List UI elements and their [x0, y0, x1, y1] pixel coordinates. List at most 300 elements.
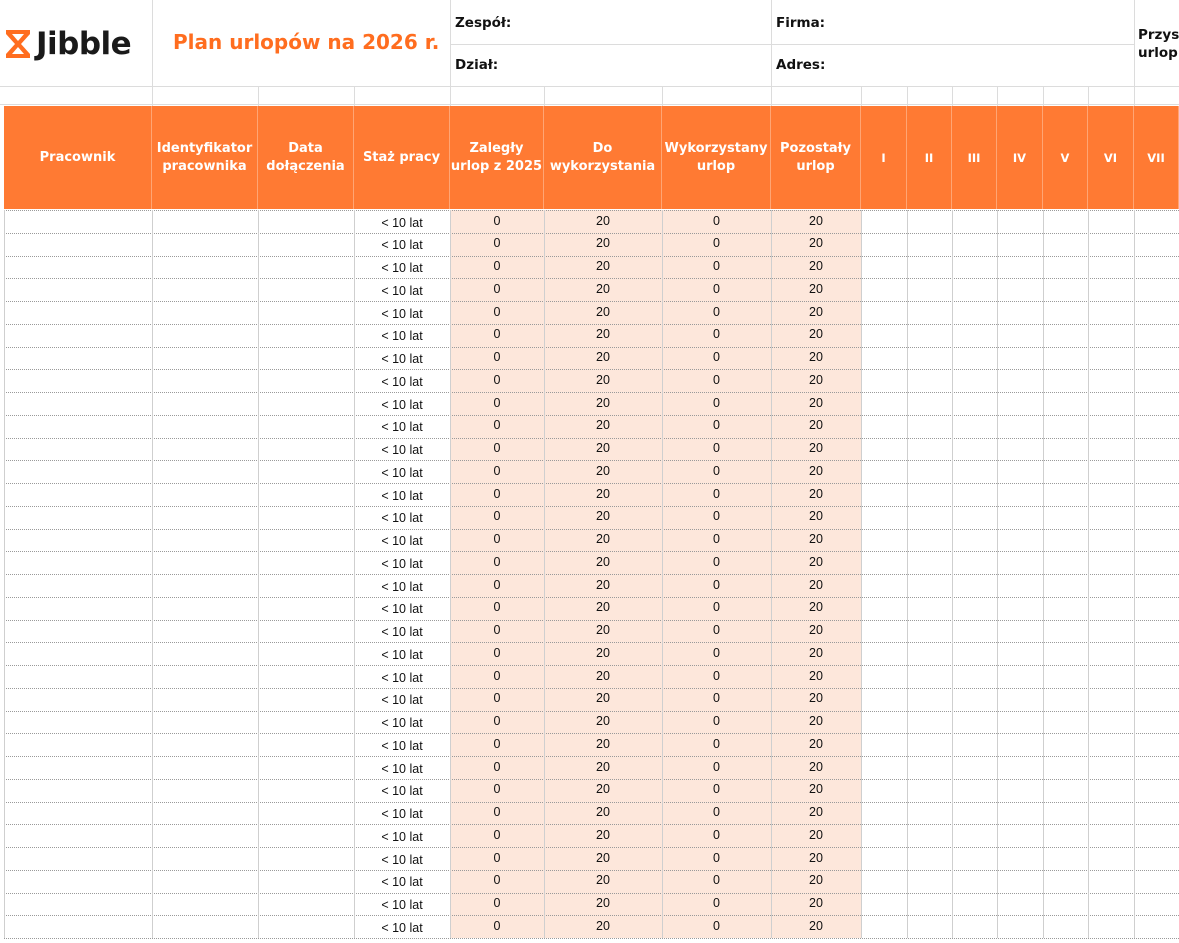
cell-remaining[interactable]: 20	[809, 372, 823, 387]
cell-used[interactable]: 0	[713, 759, 720, 774]
cell-m3[interactable]	[952, 847, 997, 870]
cell-m3[interactable]	[952, 915, 997, 938]
cell-m6[interactable]	[1088, 233, 1134, 256]
cell-available[interactable]: 20	[596, 259, 610, 273]
cell-employee[interactable]	[4, 392, 152, 415]
column-header-m6[interactable]	[1088, 106, 1134, 209]
cell-seniority[interactable]: < 10 lat	[381, 875, 423, 890]
cell-carryover[interactable]: 0	[493, 623, 501, 637]
cell-m7[interactable]	[1134, 301, 1179, 324]
cell-seniority[interactable]: < 10 lat	[381, 693, 423, 708]
cell-m1[interactable]	[861, 870, 907, 893]
cell-m2[interactable]	[907, 460, 952, 483]
cell-available[interactable]: 20	[596, 554, 610, 569]
cell-employee[interactable]	[4, 256, 152, 279]
cell-available[interactable]: 20	[596, 623, 610, 637]
cell-m6[interactable]	[1088, 847, 1134, 870]
cell-carryover[interactable]: 0	[493, 304, 501, 319]
cell-available[interactable]: 20	[596, 850, 610, 865]
cell-available[interactable]: 20	[596, 600, 610, 615]
cell-seniority[interactable]: < 10 lat	[381, 374, 423, 389]
cell-employee[interactable]	[4, 324, 152, 347]
cell-join_date[interactable]	[258, 483, 354, 506]
cell-m5[interactable]	[1043, 665, 1088, 688]
cell-employee[interactable]	[4, 460, 152, 483]
cell-join_date[interactable]	[258, 460, 354, 483]
cell-employee[interactable]	[4, 688, 152, 711]
cell-m6[interactable]	[1088, 756, 1134, 779]
cell-m1[interactable]	[861, 574, 907, 597]
cell-m2[interactable]	[907, 665, 952, 688]
cell-m6[interactable]	[1088, 415, 1134, 438]
cell-m2[interactable]	[907, 733, 952, 756]
cell-m7[interactable]	[1134, 551, 1179, 574]
cell-m7[interactable]	[1134, 802, 1179, 825]
cell-m5[interactable]	[1043, 915, 1088, 938]
cell-seniority[interactable]: < 10 lat	[381, 647, 423, 662]
cell-carryover[interactable]: 0	[493, 259, 501, 273]
cell-join_date[interactable]	[258, 438, 354, 461]
cell-remaining[interactable]: 20	[809, 827, 823, 842]
cell-m1[interactable]	[861, 597, 907, 620]
cell-m7[interactable]	[1134, 642, 1179, 665]
cell-m3[interactable]	[952, 756, 997, 779]
cell-m5[interactable]	[1043, 210, 1088, 233]
cell-m5[interactable]	[1043, 278, 1088, 301]
cell-m2[interactable]	[907, 642, 952, 665]
cell-employee[interactable]	[4, 711, 152, 734]
cell-m1[interactable]	[861, 847, 907, 870]
cell-employee_id[interactable]	[152, 642, 258, 665]
cell-m3[interactable]	[952, 415, 997, 438]
cell-join_date[interactable]	[258, 597, 354, 620]
cell-m1[interactable]	[861, 278, 907, 301]
cell-employee[interactable]	[4, 438, 152, 461]
cell-join_date[interactable]	[258, 210, 354, 233]
cell-remaining[interactable]: 20	[809, 759, 823, 774]
cell-m7[interactable]	[1134, 438, 1179, 461]
cell-m5[interactable]	[1043, 233, 1088, 256]
cell-available[interactable]: 20	[596, 486, 610, 501]
cell-m3[interactable]	[952, 347, 997, 370]
cell-employee_id[interactable]	[152, 574, 258, 597]
cell-remaining[interactable]: 20	[809, 463, 823, 478]
cell-m7[interactable]	[1134, 529, 1179, 552]
cell-carryover[interactable]: 0	[493, 850, 501, 865]
cell-carryover[interactable]: 0	[493, 873, 501, 888]
cell-employee[interactable]	[4, 301, 152, 324]
cell-m4[interactable]	[997, 642, 1043, 665]
cell-employee[interactable]	[4, 665, 152, 688]
cell-m6[interactable]	[1088, 870, 1134, 893]
cell-join_date[interactable]	[258, 392, 354, 415]
cell-m3[interactable]	[952, 369, 997, 392]
column-header-remaining[interactable]	[771, 106, 861, 209]
cell-m5[interactable]	[1043, 301, 1088, 324]
cell-m5[interactable]	[1043, 506, 1088, 529]
cell-m4[interactable]	[997, 824, 1043, 847]
cell-m1[interactable]	[861, 438, 907, 461]
cell-m2[interactable]	[907, 756, 952, 779]
cell-available[interactable]: 20	[596, 281, 610, 296]
cell-seniority[interactable]: < 10 lat	[381, 397, 423, 412]
cell-employee_id[interactable]	[152, 256, 258, 279]
column-header-seniority[interactable]	[354, 106, 450, 209]
cell-employee_id[interactable]	[152, 847, 258, 870]
cell-carryover[interactable]: 0	[493, 918, 501, 933]
cell-m1[interactable]	[861, 893, 907, 916]
cell-employee_id[interactable]	[152, 392, 258, 415]
cell-join_date[interactable]	[258, 347, 354, 370]
cell-m1[interactable]	[861, 551, 907, 574]
cell-seniority[interactable]: < 10 lat	[381, 807, 423, 821]
cell-m3[interactable]	[952, 210, 997, 233]
cell-used[interactable]: 0	[713, 213, 720, 228]
cell-m4[interactable]	[997, 415, 1043, 438]
cell-m3[interactable]	[952, 256, 997, 279]
cell-m4[interactable]	[997, 551, 1043, 574]
cell-m5[interactable]	[1043, 369, 1088, 392]
cell-join_date[interactable]	[258, 915, 354, 938]
cell-m6[interactable]	[1088, 711, 1134, 734]
cell-seniority[interactable]: < 10 lat	[381, 829, 423, 844]
cell-m5[interactable]	[1043, 529, 1088, 552]
cell-seniority[interactable]: < 10 lat	[381, 238, 423, 253]
cell-m7[interactable]	[1134, 893, 1179, 916]
cell-m6[interactable]	[1088, 688, 1134, 711]
cell-carryover[interactable]: 0	[493, 532, 501, 546]
cell-m5[interactable]	[1043, 256, 1088, 279]
cell-used[interactable]: 0	[713, 327, 720, 342]
cell-employee[interactable]	[4, 824, 152, 847]
cell-m3[interactable]	[952, 574, 997, 597]
cell-carryover[interactable]: 0	[493, 782, 501, 797]
cell-m2[interactable]	[907, 278, 952, 301]
cell-m2[interactable]	[907, 233, 952, 256]
cell-employee_id[interactable]	[152, 506, 258, 529]
cell-seniority[interactable]: < 10 lat	[381, 784, 423, 799]
cell-employee[interactable]	[4, 278, 152, 301]
cell-m3[interactable]	[952, 893, 997, 916]
cell-m4[interactable]	[997, 392, 1043, 415]
cell-employee_id[interactable]	[152, 620, 258, 643]
cell-available[interactable]: 20	[596, 418, 610, 433]
cell-available[interactable]: 20	[596, 759, 610, 774]
column-header-carryover[interactable]	[450, 106, 544, 209]
cell-carryover[interactable]: 0	[493, 805, 501, 819]
cell-m3[interactable]	[952, 733, 997, 756]
cell-used[interactable]: 0	[713, 577, 720, 592]
cell-m2[interactable]	[907, 824, 952, 847]
cell-carryover[interactable]: 0	[493, 486, 501, 501]
cell-m2[interactable]	[907, 483, 952, 506]
cell-used[interactable]: 0	[713, 600, 720, 615]
cell-m5[interactable]	[1043, 870, 1088, 893]
cell-available[interactable]: 20	[596, 645, 610, 660]
cell-m1[interactable]	[861, 756, 907, 779]
cell-carryover[interactable]: 0	[493, 759, 501, 774]
cell-remaining[interactable]: 20	[809, 805, 823, 819]
cell-remaining[interactable]: 20	[809, 441, 823, 455]
column-header-m4[interactable]	[997, 106, 1043, 209]
cell-m5[interactable]	[1043, 824, 1088, 847]
cell-m7[interactable]	[1134, 392, 1179, 415]
cell-employee[interactable]	[4, 506, 152, 529]
cell-m5[interactable]	[1043, 642, 1088, 665]
cell-employee[interactable]	[4, 551, 152, 574]
cell-m3[interactable]	[952, 688, 997, 711]
cell-employee_id[interactable]	[152, 551, 258, 574]
cell-employee_id[interactable]	[152, 756, 258, 779]
cell-employee[interactable]	[4, 870, 152, 893]
cell-available[interactable]: 20	[596, 441, 610, 455]
cell-remaining[interactable]: 20	[809, 281, 823, 296]
column-header-available[interactable]	[544, 106, 662, 209]
cell-used[interactable]: 0	[713, 463, 720, 478]
cell-m7[interactable]	[1134, 665, 1179, 688]
cell-join_date[interactable]	[258, 233, 354, 256]
cell-employee[interactable]	[4, 369, 152, 392]
cell-m6[interactable]	[1088, 665, 1134, 688]
cell-used[interactable]: 0	[713, 873, 720, 888]
cell-m4[interactable]	[997, 915, 1043, 938]
cell-seniority[interactable]: < 10 lat	[381, 465, 423, 480]
cell-m5[interactable]	[1043, 574, 1088, 597]
cell-m2[interactable]	[907, 688, 952, 711]
cell-m2[interactable]	[907, 438, 952, 461]
cell-m5[interactable]	[1043, 893, 1088, 916]
cell-m5[interactable]	[1043, 324, 1088, 347]
cell-remaining[interactable]: 20	[809, 623, 823, 637]
cell-employee_id[interactable]	[152, 529, 258, 552]
cell-m7[interactable]	[1134, 483, 1179, 506]
cell-employee[interactable]	[4, 597, 152, 620]
cell-seniority[interactable]: < 10 lat	[381, 283, 423, 298]
cell-used[interactable]: 0	[713, 714, 720, 728]
cell-m1[interactable]	[861, 688, 907, 711]
cell-join_date[interactable]	[258, 642, 354, 665]
cell-m4[interactable]	[997, 847, 1043, 870]
cell-used[interactable]: 0	[713, 395, 720, 410]
cell-employee[interactable]	[4, 893, 152, 916]
cell-m2[interactable]	[907, 893, 952, 916]
cell-carryover[interactable]: 0	[493, 714, 501, 728]
cell-join_date[interactable]	[258, 711, 354, 734]
cell-m3[interactable]	[952, 642, 997, 665]
cell-m1[interactable]	[861, 324, 907, 347]
cell-m2[interactable]	[907, 870, 952, 893]
cell-m5[interactable]	[1043, 460, 1088, 483]
cell-used[interactable]: 0	[713, 736, 720, 751]
cell-available[interactable]: 20	[596, 236, 610, 251]
cell-m4[interactable]	[997, 483, 1043, 506]
cell-used[interactable]: 0	[713, 532, 720, 546]
cell-join_date[interactable]	[258, 278, 354, 301]
cell-m2[interactable]	[907, 779, 952, 802]
cell-join_date[interactable]	[258, 779, 354, 802]
cell-m4[interactable]	[997, 620, 1043, 643]
cell-m6[interactable]	[1088, 529, 1134, 552]
cell-m4[interactable]	[997, 324, 1043, 347]
cell-m6[interactable]	[1088, 256, 1134, 279]
cell-m5[interactable]	[1043, 733, 1088, 756]
cell-m1[interactable]	[861, 369, 907, 392]
cell-m4[interactable]	[997, 665, 1043, 688]
cell-join_date[interactable]	[258, 574, 354, 597]
cell-m1[interactable]	[861, 392, 907, 415]
cell-m7[interactable]	[1134, 369, 1179, 392]
cell-used[interactable]: 0	[713, 441, 720, 455]
cell-m7[interactable]	[1134, 460, 1179, 483]
cell-m2[interactable]	[907, 802, 952, 825]
cell-employee[interactable]	[4, 847, 152, 870]
cell-employee_id[interactable]	[152, 824, 258, 847]
cell-m2[interactable]	[907, 529, 952, 552]
cell-employee_id[interactable]	[152, 893, 258, 916]
cell-m3[interactable]	[952, 824, 997, 847]
column-header-m5[interactable]	[1043, 106, 1088, 209]
cell-m4[interactable]	[997, 756, 1043, 779]
cell-m7[interactable]	[1134, 415, 1179, 438]
cell-carryover[interactable]: 0	[493, 645, 501, 660]
cell-used[interactable]: 0	[713, 236, 720, 251]
cell-carryover[interactable]: 0	[493, 395, 501, 410]
cell-m7[interactable]	[1134, 756, 1179, 779]
cell-used[interactable]: 0	[713, 418, 720, 433]
cell-m4[interactable]	[997, 347, 1043, 370]
cell-used[interactable]: 0	[713, 782, 720, 797]
cell-available[interactable]: 20	[596, 304, 610, 319]
cell-remaining[interactable]: 20	[809, 736, 823, 751]
cell-employee_id[interactable]	[152, 733, 258, 756]
cell-m1[interactable]	[861, 779, 907, 802]
cell-m4[interactable]	[997, 802, 1043, 825]
cell-carryover[interactable]: 0	[493, 281, 501, 296]
cell-join_date[interactable]	[258, 369, 354, 392]
cell-m4[interactable]	[997, 688, 1043, 711]
cell-m4[interactable]	[997, 460, 1043, 483]
cell-seniority[interactable]: < 10 lat	[381, 420, 423, 435]
cell-join_date[interactable]	[258, 620, 354, 643]
cell-m6[interactable]	[1088, 733, 1134, 756]
cell-employee_id[interactable]	[152, 597, 258, 620]
cell-join_date[interactable]	[258, 733, 354, 756]
cell-carryover[interactable]: 0	[493, 350, 501, 364]
cell-join_date[interactable]	[258, 802, 354, 825]
cell-m6[interactable]	[1088, 278, 1134, 301]
cell-m3[interactable]	[952, 460, 997, 483]
cell-carryover[interactable]: 0	[493, 736, 501, 751]
cell-employee_id[interactable]	[152, 483, 258, 506]
column-header-m1[interactable]	[861, 106, 907, 209]
cell-m6[interactable]	[1088, 551, 1134, 574]
cell-m3[interactable]	[952, 665, 997, 688]
cell-remaining[interactable]: 20	[809, 668, 823, 683]
cell-m1[interactable]	[861, 506, 907, 529]
cell-remaining[interactable]: 20	[809, 486, 823, 501]
cell-remaining[interactable]: 20	[809, 896, 823, 910]
cell-join_date[interactable]	[258, 301, 354, 324]
cell-carryover[interactable]: 0	[493, 327, 501, 342]
cell-m3[interactable]	[952, 392, 997, 415]
cell-m1[interactable]	[861, 915, 907, 938]
cell-seniority[interactable]: < 10 lat	[381, 488, 423, 503]
cell-available[interactable]: 20	[596, 691, 610, 706]
cell-remaining[interactable]: 20	[809, 577, 823, 592]
cell-m1[interactable]	[861, 483, 907, 506]
cell-remaining[interactable]: 20	[809, 395, 823, 410]
cell-m7[interactable]	[1134, 506, 1179, 529]
cell-m1[interactable]	[861, 802, 907, 825]
cell-available[interactable]: 20	[596, 532, 610, 546]
cell-carryover[interactable]: 0	[493, 213, 501, 228]
cell-remaining[interactable]: 20	[809, 850, 823, 865]
cell-m4[interactable]	[997, 870, 1043, 893]
cell-m6[interactable]	[1088, 824, 1134, 847]
cell-m4[interactable]	[997, 779, 1043, 802]
cell-available[interactable]: 20	[596, 736, 610, 751]
cell-m3[interactable]	[952, 529, 997, 552]
cell-m4[interactable]	[997, 506, 1043, 529]
cell-m4[interactable]	[997, 369, 1043, 392]
cell-m3[interactable]	[952, 620, 997, 643]
cell-m3[interactable]	[952, 597, 997, 620]
cell-m3[interactable]	[952, 278, 997, 301]
cell-m5[interactable]	[1043, 438, 1088, 461]
cell-carryover[interactable]: 0	[493, 577, 501, 592]
cell-m4[interactable]	[997, 438, 1043, 461]
cell-seniority[interactable]: < 10 lat	[381, 898, 423, 912]
cell-used[interactable]: 0	[713, 896, 720, 910]
cell-remaining[interactable]: 20	[809, 873, 823, 888]
cell-m6[interactable]	[1088, 642, 1134, 665]
cell-m4[interactable]	[997, 597, 1043, 620]
cell-employee_id[interactable]	[152, 802, 258, 825]
cell-employee_id[interactable]	[152, 711, 258, 734]
cell-m1[interactable]	[861, 711, 907, 734]
cell-m1[interactable]	[861, 210, 907, 233]
cell-m6[interactable]	[1088, 324, 1134, 347]
cell-m6[interactable]	[1088, 438, 1134, 461]
cell-remaining[interactable]: 20	[809, 714, 823, 728]
cell-m1[interactable]	[861, 529, 907, 552]
cell-m6[interactable]	[1088, 802, 1134, 825]
cell-m6[interactable]	[1088, 574, 1134, 597]
cell-m4[interactable]	[997, 893, 1043, 916]
cell-m5[interactable]	[1043, 756, 1088, 779]
cell-seniority[interactable]: < 10 lat	[381, 738, 423, 753]
cell-available[interactable]: 20	[596, 873, 610, 888]
column-header-used[interactable]	[662, 106, 771, 209]
cell-carryover[interactable]: 0	[493, 827, 501, 842]
cell-seniority[interactable]: < 10 lat	[381, 556, 423, 571]
cell-available[interactable]: 20	[596, 668, 610, 683]
cell-m5[interactable]	[1043, 779, 1088, 802]
cell-carryover[interactable]: 0	[493, 691, 501, 706]
cell-employee_id[interactable]	[152, 779, 258, 802]
cell-m2[interactable]	[907, 301, 952, 324]
cell-available[interactable]: 20	[596, 577, 610, 592]
cell-m6[interactable]	[1088, 915, 1134, 938]
cell-seniority[interactable]: < 10 lat	[381, 329, 423, 344]
cell-employee_id[interactable]	[152, 665, 258, 688]
cell-m2[interactable]	[907, 620, 952, 643]
cell-seniority[interactable]: < 10 lat	[381, 261, 423, 275]
cell-join_date[interactable]	[258, 756, 354, 779]
cell-seniority[interactable]: < 10 lat	[381, 602, 423, 617]
cell-remaining[interactable]: 20	[809, 918, 823, 933]
cell-employee_id[interactable]	[152, 301, 258, 324]
